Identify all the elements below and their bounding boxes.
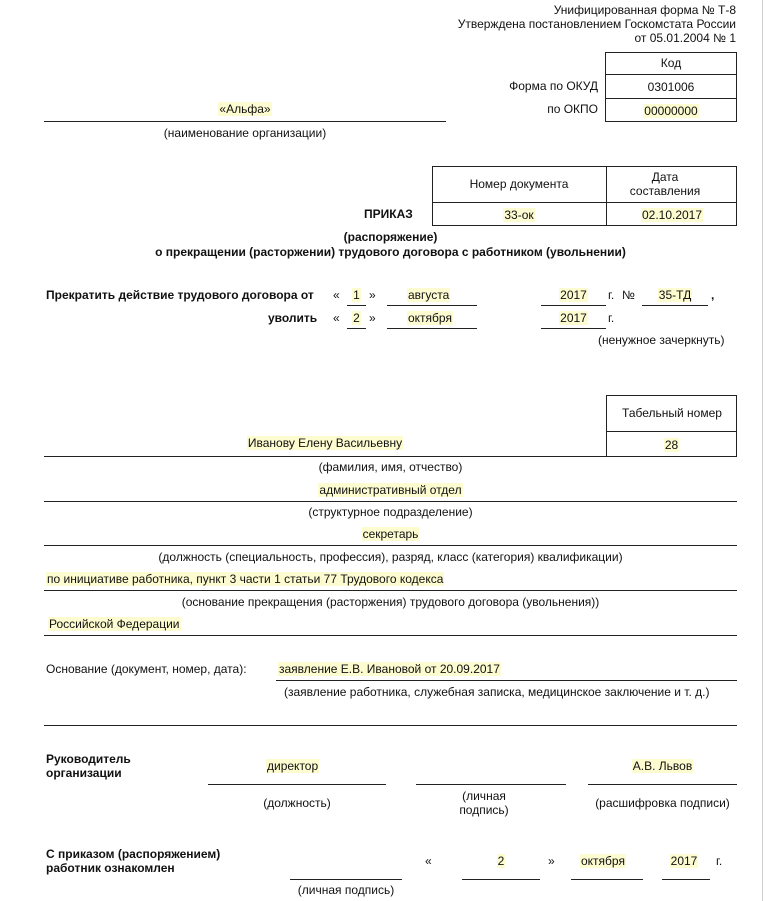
head-name: А.В. Львов xyxy=(632,759,693,773)
dismiss-open-quote: « xyxy=(333,311,340,325)
page-edge xyxy=(762,0,763,901)
organization-name-wrap xyxy=(44,102,446,116)
ack-open-quote: « xyxy=(425,854,432,868)
contract-comma: , xyxy=(711,288,715,302)
okud-value: 0301006 xyxy=(647,79,695,94)
contract-day-wrap xyxy=(346,288,367,302)
employee-name-underline xyxy=(44,456,606,457)
dismiss-day-wrap xyxy=(346,311,367,325)
dismiss-month-underline xyxy=(387,328,477,329)
order-title: ПРИКАЗ xyxy=(364,207,413,221)
dismiss-day: 2 xyxy=(353,311,360,325)
contract-day-underline xyxy=(347,305,366,306)
department-value: административный отдел xyxy=(319,483,462,497)
form-line-1: Унифицированная форма № Т-8 xyxy=(553,3,736,17)
ack-day-underline xyxy=(462,879,540,880)
basis-label: Основание (документ, номер, дата): xyxy=(46,662,247,676)
doc-number-value: 33-ок xyxy=(504,207,534,222)
dismiss-year-wrap xyxy=(541,311,606,325)
basis-value-wrap xyxy=(278,662,501,676)
ack-month-wrap xyxy=(571,854,643,868)
contract-open-quote: « xyxy=(333,288,340,302)
strike-note: (ненужное зачеркнуть) xyxy=(598,333,725,347)
okpo-label: по ОКПО xyxy=(547,102,598,116)
head-name-wrap xyxy=(588,759,737,773)
ack-year-underline xyxy=(662,879,710,880)
basis-value: заявление Е.В. Ивановой от 20.09.2017 xyxy=(279,662,500,676)
organization-underline xyxy=(44,121,446,122)
position-caption: (должность (специальность, профессия), разряд, класс (категория) квалификации) xyxy=(158,550,623,564)
dismiss-year-suffix: г. xyxy=(608,311,615,325)
dismiss-month-wrap xyxy=(387,311,477,325)
head-decode-caption: (расшифровка подписи) xyxy=(595,796,730,810)
ground-caption: (основание прекращения (расторжения) трудового договора (увольнения)) xyxy=(181,595,600,609)
organization-caption: (наименование организации) xyxy=(163,126,327,140)
contract-year-underline xyxy=(541,305,606,306)
head-position-caption: (должность) xyxy=(263,796,331,810)
head-position-wrap xyxy=(208,759,386,773)
ack-signature-caption: (личная подпись) xyxy=(297,883,395,897)
doc-date-cell xyxy=(607,203,737,226)
organization-name: «Альфа» xyxy=(219,102,271,116)
contract-year-suffix: г. xyxy=(608,288,615,302)
ack-year-suffix: г. xyxy=(716,854,723,868)
contract-close-quote: » xyxy=(369,288,376,302)
doc-number-cell xyxy=(432,203,606,226)
ack-month: октября xyxy=(581,854,625,868)
ack-month-underline xyxy=(571,879,643,880)
okpo-value: 00000000 xyxy=(644,103,698,118)
ack-year-wrap xyxy=(658,854,710,868)
head-position-underline xyxy=(208,784,386,785)
ground-line-2-wrap xyxy=(48,617,181,631)
contract-year-wrap xyxy=(541,288,606,302)
okpo-value-cell xyxy=(605,99,737,122)
employee-name: Иванову Елену Васильевну xyxy=(247,436,403,450)
doc-date-value: 02.10.2017 xyxy=(641,207,703,222)
contract-month: августа xyxy=(408,288,450,302)
employee-name-caption: (фамилия, имя, отчество) xyxy=(318,460,463,474)
basis-underline xyxy=(276,680,737,681)
contract-number-wrap xyxy=(642,288,708,302)
contract-number-underline xyxy=(642,305,708,306)
employee-name-wrap xyxy=(44,436,606,450)
dismiss-year-underline xyxy=(541,328,606,329)
ground-line-1: по инициативе работника, пункт 3 части 1 статьи 77 Трудового кодекса xyxy=(47,572,444,586)
ground-line-2: Российской Федерации xyxy=(49,617,180,631)
ack-close-quote: » xyxy=(548,854,555,868)
tab-number-head: Табельный номер xyxy=(622,406,722,420)
contract-year: 2017 xyxy=(560,288,587,302)
ground-underline-2 xyxy=(44,635,737,636)
contract-month-underline xyxy=(387,305,477,306)
form-header xyxy=(458,3,736,45)
ack-day-wrap xyxy=(462,854,540,868)
basis-underline-2 xyxy=(44,725,737,726)
ack-day: 2 xyxy=(497,854,505,868)
contract-label: Прекратить действие трудового договора от xyxy=(46,288,314,302)
head-name-underline xyxy=(588,784,737,785)
dismiss-close-quote: » xyxy=(369,311,376,325)
basis-caption: (заявление работника, служебная записка, медицинское заключение и т. д.) xyxy=(284,685,710,699)
ack-signature-underline xyxy=(290,879,402,880)
position-value: секретарь xyxy=(362,527,419,541)
ack-label: С приказом (распоряжением) работник ознакомлен xyxy=(46,847,221,875)
department-caption: (структурное подразделение) xyxy=(308,505,473,519)
head-position: директор xyxy=(267,759,319,773)
department-underline xyxy=(44,501,737,502)
dismiss-day-underline xyxy=(347,328,366,329)
tab-number-value: 28 xyxy=(664,437,679,452)
dismiss-year: 2017 xyxy=(560,311,587,325)
contract-day: 1 xyxy=(353,288,360,302)
form-line-2: Утверждена постановлением Госкомстата России xyxy=(457,17,736,31)
code-head: Код xyxy=(660,56,682,70)
order-subtitle-1: (распоряжение) xyxy=(343,230,438,244)
contract-number: 35-ТД xyxy=(658,288,692,302)
ground-line-1-wrap xyxy=(46,572,444,586)
department-wrap xyxy=(44,483,737,497)
head-signature-caption: (личная подпись) xyxy=(459,789,509,817)
order-subtitle xyxy=(44,230,737,260)
contract-num-sign: № xyxy=(622,288,635,302)
position-wrap xyxy=(44,527,737,541)
order-subtitle-2: о прекращении (расторжении) трудового договора с работником (увольнении) xyxy=(155,245,626,259)
head-signature-underline xyxy=(416,784,566,785)
contract-month-wrap xyxy=(387,288,477,302)
form-line-3: от 05.01.2004 № 1 xyxy=(634,31,736,45)
dismiss-month: октября xyxy=(408,311,452,325)
okud-label: Форма по ОКУД xyxy=(509,79,598,93)
ground-underline-1 xyxy=(44,590,737,591)
doc-date-head: Дата составления xyxy=(629,170,701,198)
doc-number-head: Номер документа xyxy=(469,177,569,191)
dismiss-label: уволить xyxy=(268,311,318,325)
tab-number-cell xyxy=(606,432,737,457)
position-underline xyxy=(44,545,737,546)
head-label: Руководитель организации xyxy=(46,752,131,780)
ack-year: 2017 xyxy=(670,854,698,868)
